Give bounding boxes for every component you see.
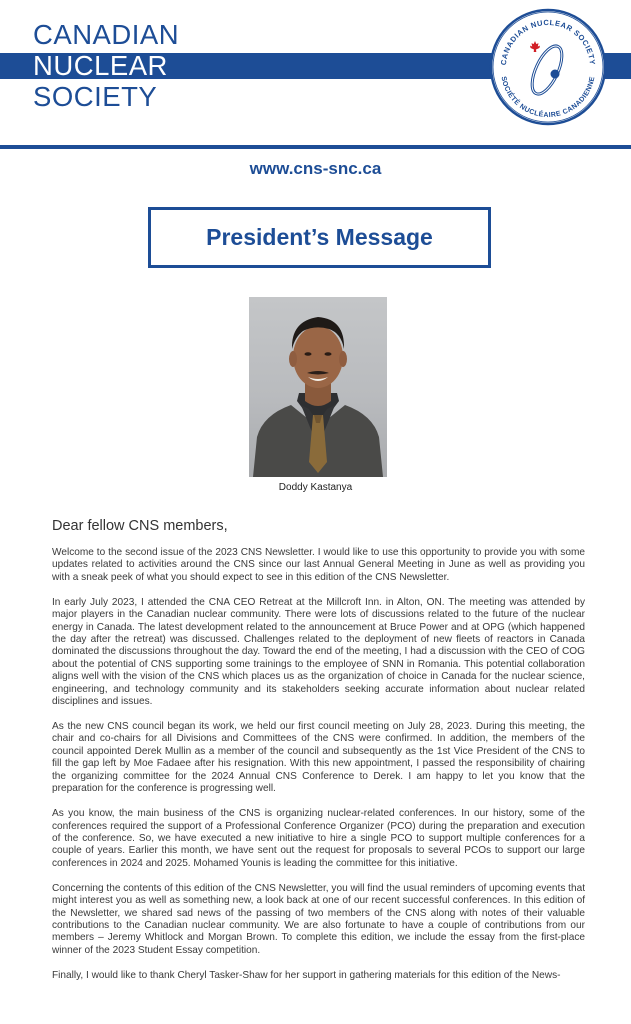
- title-box: [148, 207, 491, 268]
- portrait-illustration: [249, 297, 387, 477]
- letter-body: [52, 547, 585, 995]
- letter-paragraph: Concerning the contents of this edition of the CNS Newsletter, you will find the usual reminders of upcoming events that might interest you as well as something new, a look back at one of our recent successful conferences. In this edition of the Newsletter, we shared sad news of the passing of two members of the CNS along with notes of their valuable contributions to the Canadian nuclear community. We are also fortunate to have a couple of contributions from our members – Jeremy Whitlock and Morgan Brown. To complete this edition, we include the essay from the first-place winner of the 2023 Student Essay competition.: [52, 882, 586, 956]
- letter-paragraph: As you know, the main business of the CNS is organizing nuclear-related conferences. In our history, some of the conferences required the support of a Professional Conference Organizer (PCO) during the preparation and execution of the conference. So, we have executed a new initiative to hire a single PCO to support multiple conferences for a couple of years. Earlier this month, we have sent out the request for proposals to several PCOs to support our large conferences in 2024 and 2025. Mohamed Younis is leading the committee for this initiative.: [52, 808, 585, 869]
- masthead-rule: [0, 145, 631, 149]
- letter-greeting: Dear fellow CNS members,: [52, 518, 228, 534]
- svg-text:SOCIÉTÉ NUCLÉAIRE CANADIENNE: SOCIÉTÉ NUCLÉAIRE CANADIENNE: [499, 75, 597, 120]
- photo-caption: Doddy Kastanya: [278, 482, 353, 493]
- president-portrait: [249, 297, 387, 477]
- org-name-line: SOCIETY: [33, 81, 158, 112]
- letter-paragraph: Finally, I would like to thank Cheryl Tasker-Shaw for her support in gathering materials for this edition of the News-: [52, 969, 561, 981]
- website-link[interactable]: www.cns-snc.ca: [249, 159, 382, 178]
- page-title: President’s Message: [206, 224, 433, 250]
- society-seal-logo: [489, 8, 607, 126]
- svg-text:CANADIAN NUCLEAR SOCIETY: CANADIAN NUCLEAR SOCIETY: [498, 17, 598, 66]
- masthead: [0, 0, 631, 147]
- letter-paragraph: As the new CNS council began its work, we held our first council meeting on July 28, 2023. During this meeting, the chair and co-chairs for all Divisions and Committees of the CNS were confirmed. In addition, the members of the council appointed Derek Mullin as a member of the council and subsequently as the 1st Vice President of the CNS to fill the gap left by Moe Fadaee after his resignation. With this new appointment, I passed the responsibility of chairing the organizing committee for the 2024 Annual CNS Conference to Derek. I am happy to let you know that the preparation for the conference is progressing well.: [52, 721, 585, 795]
- letter-paragraph: In early July 2023, I attended the CNA CEO Retreat at the Millcroft Inn. in Alton, ON. The meeting was attended by major players in the Canadian nuclear community. There were lots of discussions related to the future of the nuclear energy in Canada. The latest development related to the announcement at Bruce Power and at OPG (which happened the day after the retreat) was discussed. Challenges related to the deployment of new fleets of reactors in Canada dominated the discussions throughout the day. Toward the end of the meeting, I had a discussion with the CEO of COG about the potential of CNS supporting some trainings to the employee of SNN in Romania. This potential collaboration aligns well with the vision of the CNS which places us as the organization of choice in Canada for the nuclear science, engineering, and technology community and its stakeholders seeking accurate information about nuclear related disciplines and issues.: [52, 596, 585, 708]
- letter-paragraph: Welcome to the second issue of the 2023 CNS Newsletter. I would like to use this opportunity to provide you with some updates related to activities around the CNS since our last Annual General Meeting in June as well as providing you with a sneak peek of what you should expect to see in this edition of the CNS Newsletter.: [52, 547, 585, 583]
- org-name-line: NUCLEAR: [33, 50, 168, 81]
- org-wordmark: [33, 19, 179, 112]
- org-name-line: CANADIAN: [33, 19, 180, 50]
